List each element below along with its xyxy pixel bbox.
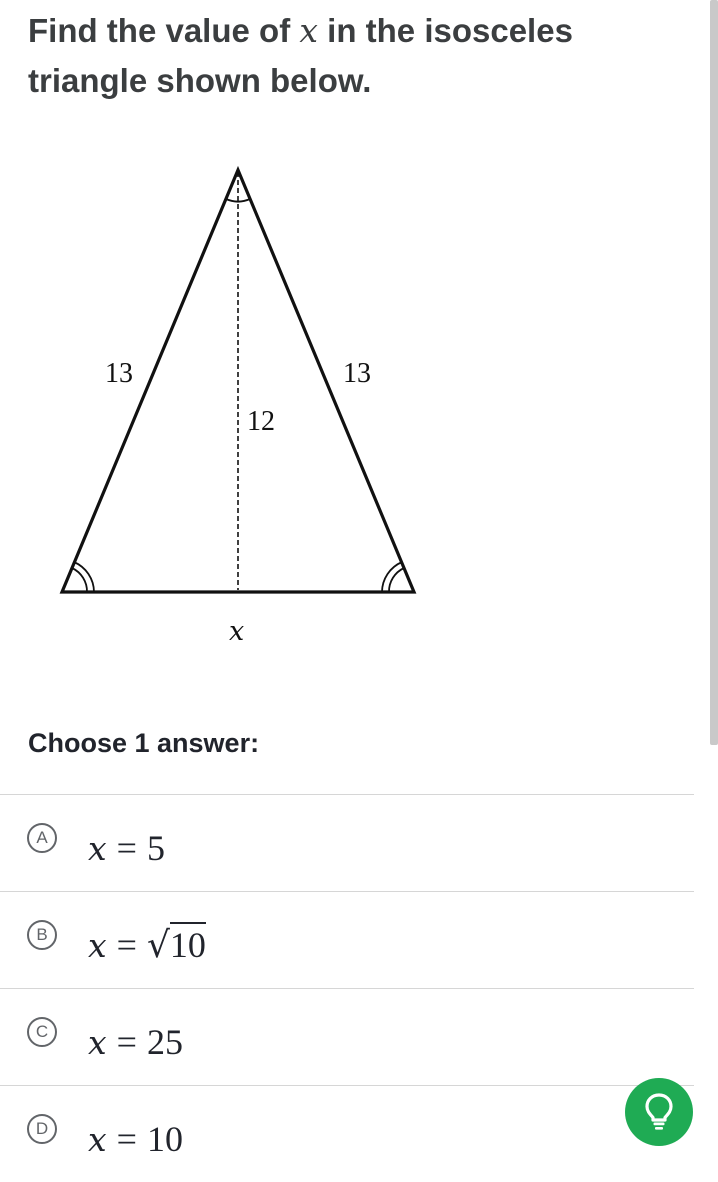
vertical-scrollbar[interactable] [710, 0, 718, 745]
lightbulb-icon [644, 1092, 674, 1132]
choice-a-variable: x [88, 829, 107, 868]
choice-d-letter-badge: D [27, 1114, 57, 1144]
choice-b-letter-badge: B [27, 920, 57, 950]
choice-c-expression [88, 1021, 183, 1063]
height-label: 12 [247, 406, 275, 437]
answer-choices [0, 794, 694, 1182]
choice-c-variable: x [88, 1023, 107, 1062]
choice-c[interactable] [0, 989, 694, 1086]
isosceles-triangle-figure [0, 150, 440, 670]
question-variable: x [299, 11, 318, 50]
choice-b-equals: = [116, 925, 137, 965]
choice-d[interactable] [0, 1086, 694, 1182]
base-label: x [229, 616, 245, 647]
left-base-angle-marker-inner [72, 568, 87, 592]
choice-d-variable: x [88, 1120, 107, 1159]
choice-d-expression [88, 1118, 183, 1160]
choice-b-radicand: 10 [170, 922, 206, 965]
choose-answer-prompt: Choose 1 answer: [28, 728, 260, 758]
choice-a-value: 5 [146, 828, 165, 868]
choice-a-letter-badge: A [27, 823, 57, 853]
choice-c-equals: = [116, 1022, 137, 1062]
choice-b[interactable] [0, 892, 694, 989]
right-base-angle-marker-inner [389, 568, 404, 592]
question-text-before: Find the value of [28, 12, 300, 49]
question-text-after: in the isosceles triangle shown below. [28, 12, 573, 99]
choice-b-expression [88, 924, 206, 966]
choice-d-value: 10 [146, 1119, 183, 1159]
choice-c-letter-badge: C [27, 1017, 57, 1047]
choice-d-equals: = [116, 1119, 137, 1159]
left-base-angle-marker-outer [74, 562, 94, 592]
choice-c-value: 25 [146, 1022, 183, 1062]
square-root-sign-icon: √ [146, 925, 170, 966]
hint-button[interactable] [625, 1078, 693, 1146]
choice-a-equals: = [116, 828, 137, 868]
choice-a[interactable] [0, 795, 694, 892]
choice-b-variable: x [88, 926, 107, 965]
question-text [28, 6, 688, 106]
left-side-label: 13 [105, 358, 133, 389]
choice-a-expression [88, 827, 165, 869]
right-base-angle-marker-outer [382, 562, 402, 592]
right-side-label: 13 [343, 358, 371, 389]
